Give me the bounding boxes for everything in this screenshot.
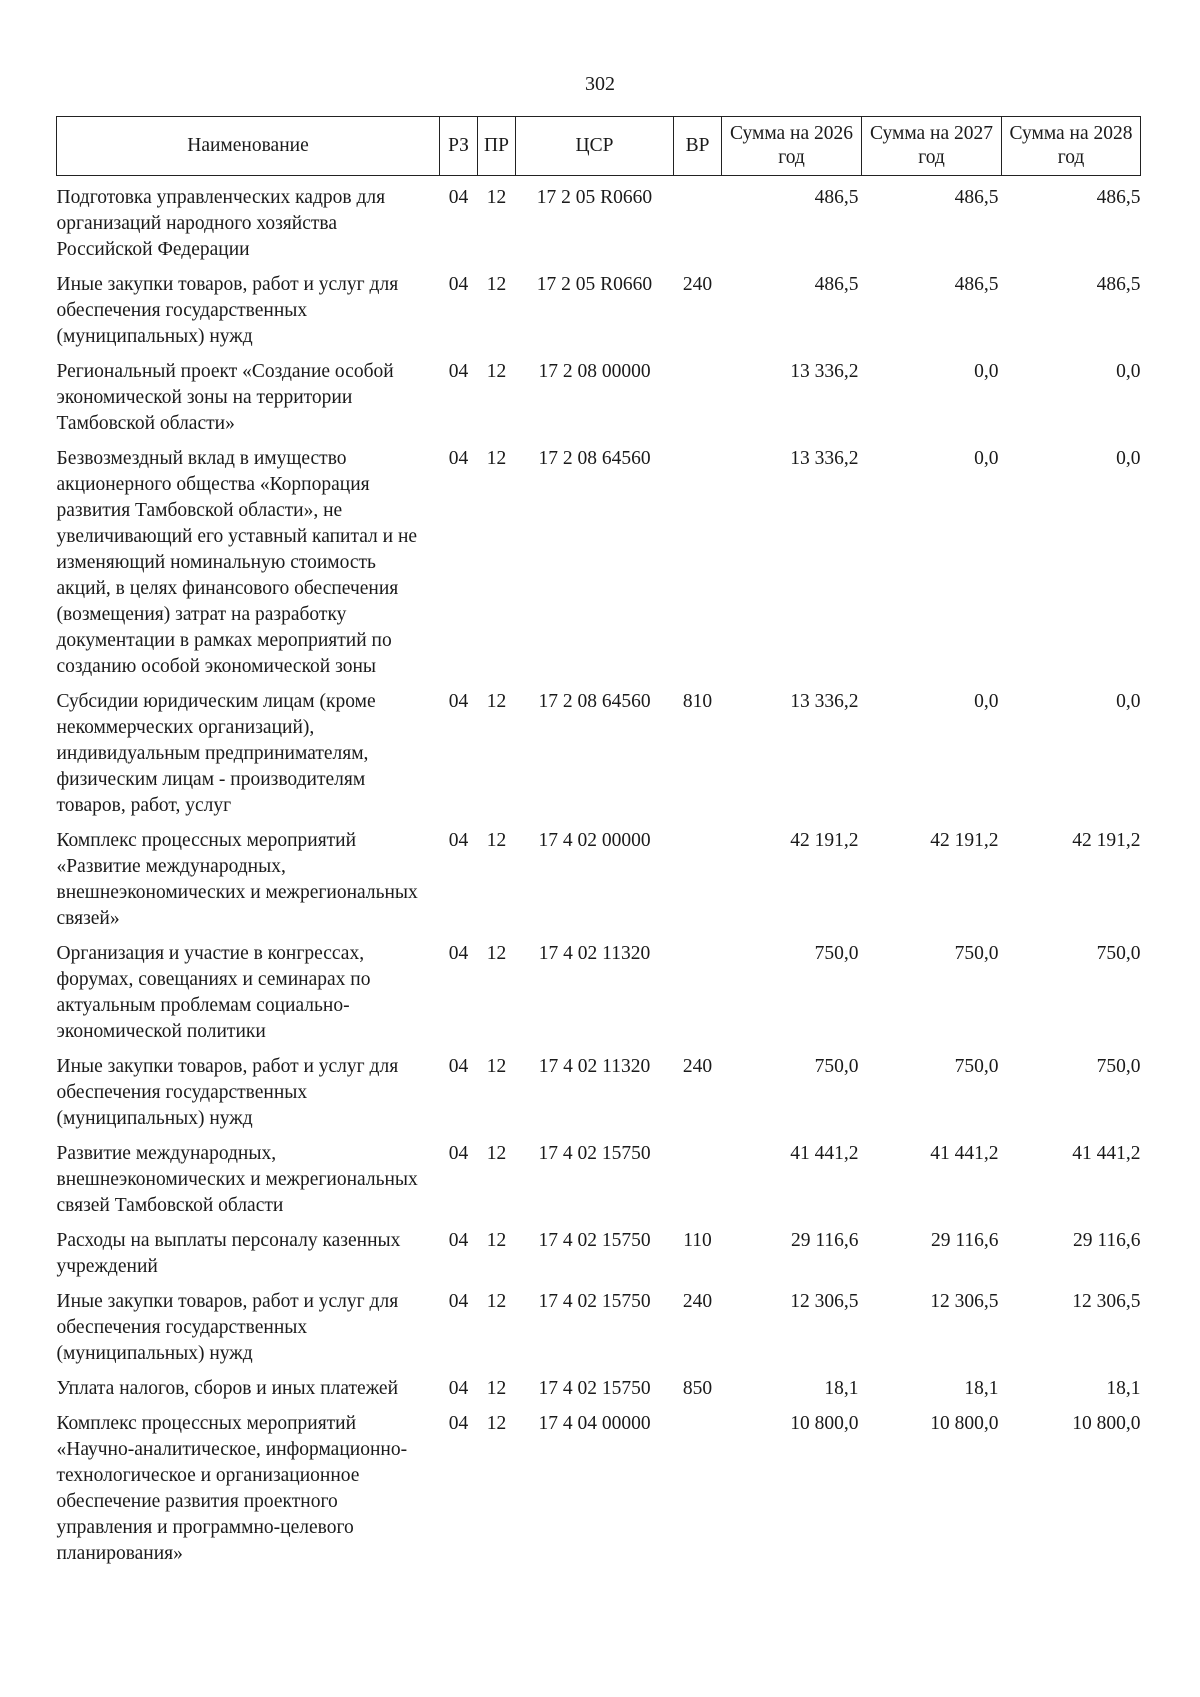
row-name: Развитие международных, внешнеэкономических и межрегиональных связей Тамбовской области	[56, 1143, 418, 1216]
row-rz: 04	[448, 830, 469, 851]
budget-table	[56, 116, 1141, 1567]
header-name: Наименование	[57, 117, 440, 176]
row-name: Комплекс процессных мероприятий «Научно-аналитическое, информационно-технологическое и организационное обеспечение развития проектного управления и программно-целевого планирования»	[56, 1413, 408, 1564]
row-rz: 04	[448, 1143, 469, 1164]
row-sum-2026: 18,1	[824, 1378, 859, 1399]
row-rz: 04	[448, 274, 469, 295]
row-sum-2027: 18,1	[964, 1378, 999, 1399]
header-rz: РЗ	[440, 117, 478, 176]
row-sum-2027: 0,0	[974, 361, 999, 382]
row-pr: 12	[486, 691, 507, 712]
row-sum-2028: 18,1	[1106, 1378, 1141, 1399]
table-row	[57, 1367, 1141, 1402]
row-pr: 12	[486, 1378, 507, 1399]
row-vr	[674, 437, 722, 680]
row-sum-2028: 42 191,2	[1072, 830, 1141, 851]
row-vr: 240	[682, 1056, 713, 1077]
row-csr: 17 4 02 15750	[538, 1291, 651, 1312]
row-vr	[674, 1402, 722, 1567]
row-pr: 12	[486, 274, 507, 295]
row-sum-2028: 29 116,6	[1072, 1230, 1141, 1251]
row-sum-2028: 750,0	[1096, 943, 1141, 964]
row-name: Субсидии юридическим лицам (кроме некоммерческих организаций), индивидуальным предпринимателям, физическим лицам - производителям товаров, работ, услуг	[56, 691, 376, 816]
table-row	[57, 1219, 1141, 1280]
row-name: Комплекс процессных мероприятий «Развитие международных, внешнеэкономических и межрегиональных связей»	[56, 830, 418, 929]
row-rz: 04	[448, 691, 469, 712]
row-pr: 12	[486, 448, 507, 469]
row-csr: 17 2 08 00000	[538, 361, 651, 382]
row-csr: 17 2 08 64560	[538, 691, 651, 712]
row-csr: 17 4 02 15750	[538, 1230, 651, 1251]
row-sum-2027: 29 116,6	[930, 1230, 999, 1251]
table-row	[57, 680, 1141, 819]
row-sum-2026: 41 441,2	[790, 1143, 859, 1164]
row-sum-2028: 41 441,2	[1072, 1143, 1141, 1164]
row-vr: 110	[683, 1230, 712, 1251]
row-sum-2027: 12 306,5	[930, 1291, 999, 1312]
page-number: 302	[585, 73, 615, 95]
row-sum-2027: 41 441,2	[930, 1143, 999, 1164]
row-csr: 17 4 02 15750	[538, 1143, 651, 1164]
row-pr: 12	[486, 1413, 507, 1434]
row-rz: 04	[448, 1230, 469, 1251]
table-row	[57, 1132, 1141, 1219]
row-rz: 04	[448, 1056, 469, 1077]
row-name: Региональный проект «Создание особой экономической зоны на территории Тамбовской области»	[56, 361, 394, 434]
row-name: Безвозмездный вклад в имущество акционерного общества «Корпорация развития Тамбовской области», не увеличивающий его уставный капитал и не изменяющий номинальную стоимость акций, в целях финансового обеспечения (возмещения) затрат на разработку документации в рамках мероприятий по созданию особой экономической зоны	[56, 448, 418, 677]
row-name: Иные закупки товаров, работ и услуг для обеспечения государственных (муниципальных) нужд	[56, 274, 399, 347]
row-sum-2027: 42 191,2	[930, 830, 999, 851]
table-row	[57, 932, 1141, 1045]
row-name: Подготовка управленческих кадров для организаций народного хозяйства Российской Федерации	[56, 187, 386, 260]
table-body	[57, 176, 1141, 1568]
row-sum-2026: 750,0	[814, 943, 859, 964]
header-pr: ПР	[478, 117, 516, 176]
row-sum-2026: 486,5	[814, 274, 859, 295]
row-name: Иные закупки товаров, работ и услуг для обеспечения государственных (муниципальных) нужд	[56, 1056, 399, 1129]
header-sum-2026: Сумма на 2026 год	[722, 117, 862, 176]
table-row	[57, 176, 1141, 264]
row-sum-2028: 10 800,0	[1072, 1413, 1141, 1434]
row-sum-2027: 750,0	[954, 1056, 999, 1077]
row-sum-2028: 486,5	[1096, 187, 1141, 208]
row-vr	[674, 819, 722, 932]
row-csr: 17 4 02 00000	[538, 830, 651, 851]
row-vr	[674, 176, 722, 264]
row-name: Расходы на выплаты персоналу казенных учреждений	[56, 1230, 401, 1277]
row-sum-2028: 0,0	[1116, 361, 1141, 382]
row-sum-2026: 29 116,6	[790, 1230, 859, 1251]
row-pr: 12	[486, 1143, 507, 1164]
row-sum-2028: 0,0	[1116, 691, 1141, 712]
table-header	[57, 117, 1141, 176]
header-vr: ВР	[674, 117, 722, 176]
row-csr: 17 2 05 R0660	[536, 187, 653, 208]
row-rz: 04	[448, 1378, 469, 1399]
row-vr: 810	[682, 691, 713, 712]
row-sum-2027: 486,5	[954, 274, 999, 295]
row-vr	[674, 350, 722, 437]
row-csr: 17 4 02 15750	[538, 1378, 651, 1399]
table-row	[57, 1402, 1141, 1567]
table-row	[57, 350, 1141, 437]
row-csr: 17 4 02 11320	[538, 1056, 651, 1077]
table-row	[57, 1045, 1141, 1132]
row-sum-2026: 486,5	[814, 187, 859, 208]
header-csr: ЦСР	[516, 117, 674, 176]
row-sum-2026: 42 191,2	[790, 830, 859, 851]
row-rz: 04	[448, 187, 469, 208]
row-vr: 240	[682, 274, 713, 295]
row-pr: 12	[486, 830, 507, 851]
row-sum-2027: 0,0	[974, 448, 999, 469]
row-sum-2027: 750,0	[954, 943, 999, 964]
header-sum-2027: Сумма на 2027 год	[862, 117, 1002, 176]
row-pr: 12	[486, 1291, 507, 1312]
row-vr	[674, 1132, 722, 1219]
row-csr: 17 4 04 00000	[538, 1413, 651, 1434]
row-sum-2026: 750,0	[814, 1056, 859, 1077]
row-csr: 17 2 05 R0660	[536, 274, 653, 295]
row-name: Уплата налогов, сборов и иных платежей	[56, 1378, 399, 1399]
row-rz: 04	[448, 448, 469, 469]
row-sum-2026: 13 336,2	[790, 691, 859, 712]
row-rz: 04	[448, 943, 469, 964]
row-rz: 04	[448, 361, 469, 382]
row-csr: 17 2 08 64560	[538, 448, 651, 469]
row-sum-2027: 486,5	[954, 187, 999, 208]
row-sum-2028: 750,0	[1096, 1056, 1141, 1077]
row-sum-2027: 10 800,0	[930, 1413, 999, 1434]
row-pr: 12	[486, 361, 507, 382]
row-vr: 850	[682, 1378, 713, 1399]
row-sum-2026: 10 800,0	[790, 1413, 859, 1434]
row-vr: 240	[682, 1291, 713, 1312]
row-sum-2026: 13 336,2	[790, 361, 859, 382]
row-sum-2028: 0,0	[1116, 448, 1141, 469]
header-sum-2028: Сумма на 2028 год	[1002, 117, 1141, 176]
row-pr: 12	[486, 187, 507, 208]
row-sum-2028: 12 306,5	[1072, 1291, 1141, 1312]
row-pr: 12	[486, 1056, 507, 1077]
row-name: Иные закупки товаров, работ и услуг для обеспечения государственных (муниципальных) нужд	[56, 1291, 399, 1364]
row-pr: 12	[486, 943, 507, 964]
row-sum-2028: 486,5	[1096, 274, 1141, 295]
table-row	[57, 819, 1141, 932]
row-vr	[674, 932, 722, 1045]
table-row	[57, 437, 1141, 680]
row-sum-2026: 12 306,5	[790, 1291, 859, 1312]
row-rz: 04	[448, 1413, 469, 1434]
row-name: Организация и участие в конгрессах, форумах, совещаниях и семинарах по актуальным проблемам социально-экономической политики	[56, 943, 371, 1042]
row-rz: 04	[448, 1291, 469, 1312]
row-pr: 12	[486, 1230, 507, 1251]
table-row	[57, 263, 1141, 350]
row-sum-2026: 13 336,2	[790, 448, 859, 469]
table-row	[57, 1280, 1141, 1367]
row-sum-2027: 0,0	[974, 691, 999, 712]
row-csr: 17 4 02 11320	[538, 943, 651, 964]
